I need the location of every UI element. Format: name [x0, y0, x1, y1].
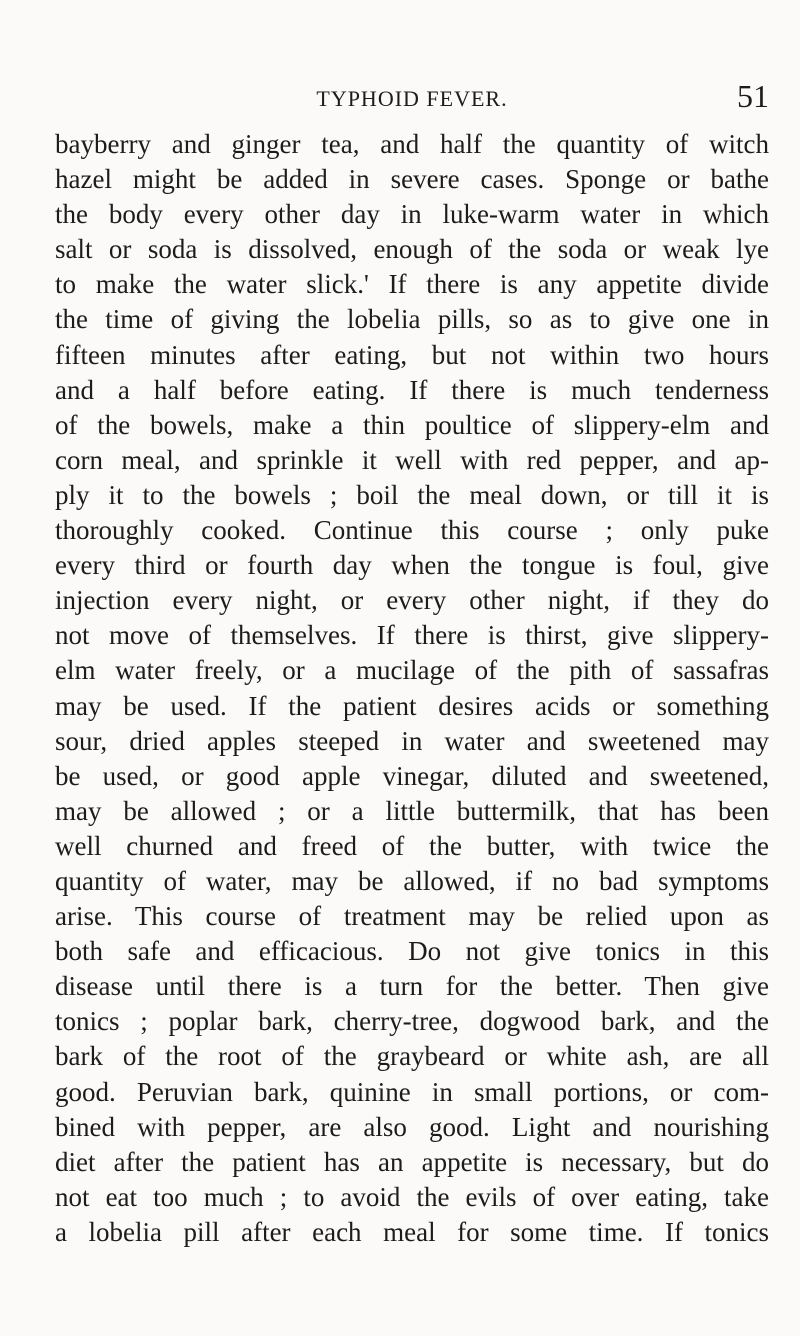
text-line: diet after the patient has an appetite is necessary, but do	[55, 1146, 769, 1177]
text-line: the time of giving the lobelia pills, so as to give one in	[55, 304, 769, 335]
text-line: may be allowed ; or a little buttermilk, that has been	[55, 795, 769, 826]
text-line: the body every other day in luke-warm water in which	[55, 199, 769, 230]
text-line: elm water freely, or a mucilage of the pith of sassafras	[55, 655, 769, 686]
text-line: not move of themselves. If there is thirst, give slippery-	[55, 620, 769, 651]
text-line: hazel might be added in severe cases. Sponge or bathe	[55, 164, 769, 195]
body-text	[55, 127, 769, 1250]
page-number: 51	[737, 78, 769, 114]
text-line: quantity of water, may be allowed, if no bad symptoms	[55, 865, 769, 896]
text-line: salt or soda is dissolved, enough of the soda or weak lye	[55, 234, 769, 265]
text-line: may be used. If the patient desires acids or something	[55, 690, 769, 721]
text-line: thoroughly cooked. Continue this course ; only puke	[55, 515, 769, 546]
text-line: injection every night, or every other night, if they do	[55, 585, 769, 616]
text-line: of the bowels, make a thin poultice of slippery-elm and	[55, 409, 769, 440]
text-line: ply it to the bowels ; boil the meal down, or till it is	[55, 479, 769, 510]
text-line: well churned and freed of the butter, with twice the	[55, 830, 769, 861]
text-line: arise. This course of treatment may be relied upon as	[55, 901, 769, 932]
text-line: bayberry and ginger tea, and half the quantity of witch	[55, 129, 769, 159]
text-line: be used, or good apple vinegar, diluted and sweetened,	[55, 760, 769, 791]
text-line: both safe and efficacious. Do not give tonics in this	[55, 936, 769, 967]
text-line: fifteen minutes after eating, but not within two hours	[55, 339, 769, 370]
running-title: TYPHOID FEVER.	[316, 86, 508, 111]
text-line: not eat too much ; to avoid the evils of over eating, take	[55, 1181, 769, 1212]
text-line: bark of the root of the graybeard or white ash, are all	[55, 1041, 769, 1072]
text-line: corn meal, and sprinkle it well with red pepper, and ap-	[55, 444, 769, 475]
text-line: tonics ; poplar bark, cherry-tree, dogwood bark, and the	[55, 1006, 769, 1037]
text-line: and a half before eating. If there is much tenderness	[55, 374, 769, 405]
text-line: bined with pepper, are also good. Light and nourishing	[55, 1111, 769, 1142]
text-line: a lobelia pill after each meal for some time. If tonics	[55, 1216, 769, 1247]
text-line: every third or fourth day when the tongue is foul, give	[55, 550, 769, 581]
text-line: good. Peruvian bark, quinine in small portions, or com-	[55, 1076, 769, 1107]
text-line: to make the water slick.' If there is any appetite divide	[55, 269, 769, 300]
running-head	[55, 78, 769, 118]
text-line: sour, dried apples steeped in water and sweetened may	[55, 725, 769, 756]
text-line: disease until there is a turn for the better. Then give	[55, 971, 769, 1002]
